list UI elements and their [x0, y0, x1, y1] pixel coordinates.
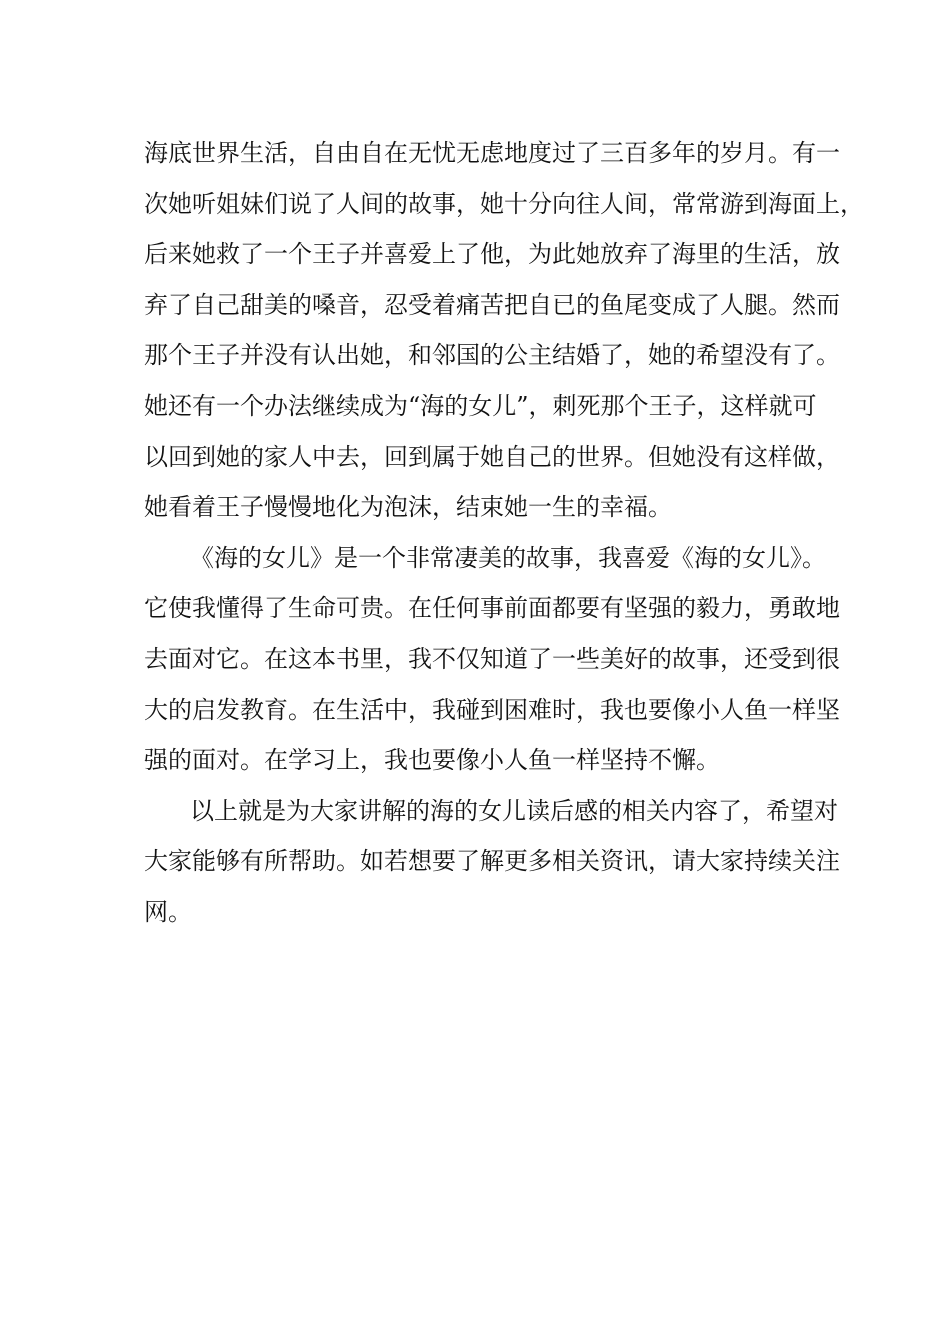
text-line: 《海的女儿》是一个非常凄美的故事，我喜爱《海的女儿》。 — [190, 543, 826, 572]
text-line: 次她听姐妹们说了人间的故事，她十分向往人间，常常游到海面上， — [144, 189, 864, 218]
text-line: 以回到她的家人中去，回到属于她自己的世界。但她没有这样做， — [144, 442, 840, 471]
text-line: 去面对它。在这本书里，我不仅知道了一些美好的故事，还受到很 — [144, 644, 840, 673]
text-line: 后来她救了一个王子并喜爱上了他，为此她放弃了海里的生活，放 — [144, 240, 840, 269]
text-line: 强的面对。在学习上，我也要像小人鱼一样坚持不懈。 — [144, 746, 720, 775]
text-line: 弃了自己甜美的嗓音，忍受着痛苦把自已的鱼尾变成了人腿。然而 — [144, 290, 840, 319]
text-line: 网。 — [144, 897, 192, 926]
text-line: 以上就是为大家讲解的海的女儿读后感的相关内容了，希望对 — [190, 796, 838, 825]
text-line: 大家能够有所帮助。如若想要了解更多相关资讯，请大家持续关注 — [144, 847, 840, 876]
text-line: 大的启发教育。在生活中，我碰到困难时，我也要像小人鱼一样坚 — [144, 695, 840, 724]
document-body — [144, 128, 864, 938]
text-line: 那个王子并没有认出她，和邻国的公主结婚了，她的希望没有了。 — [144, 341, 840, 370]
text-line: 她还有一个办法继续成为“海的女儿”，刺死那个王子，这样就可 — [144, 391, 817, 420]
text-line: 它使我懂得了生命可贵。在任何事前面都要有坚强的毅力，勇敢地 — [144, 594, 840, 623]
text-line: 她看着王子慢慢地化为泡沫，结束她一生的幸福。 — [144, 493, 672, 522]
text-line: 海底世界生活，自由自在无忧无虑地度过了三百多年的岁月。有一 — [144, 139, 840, 167]
